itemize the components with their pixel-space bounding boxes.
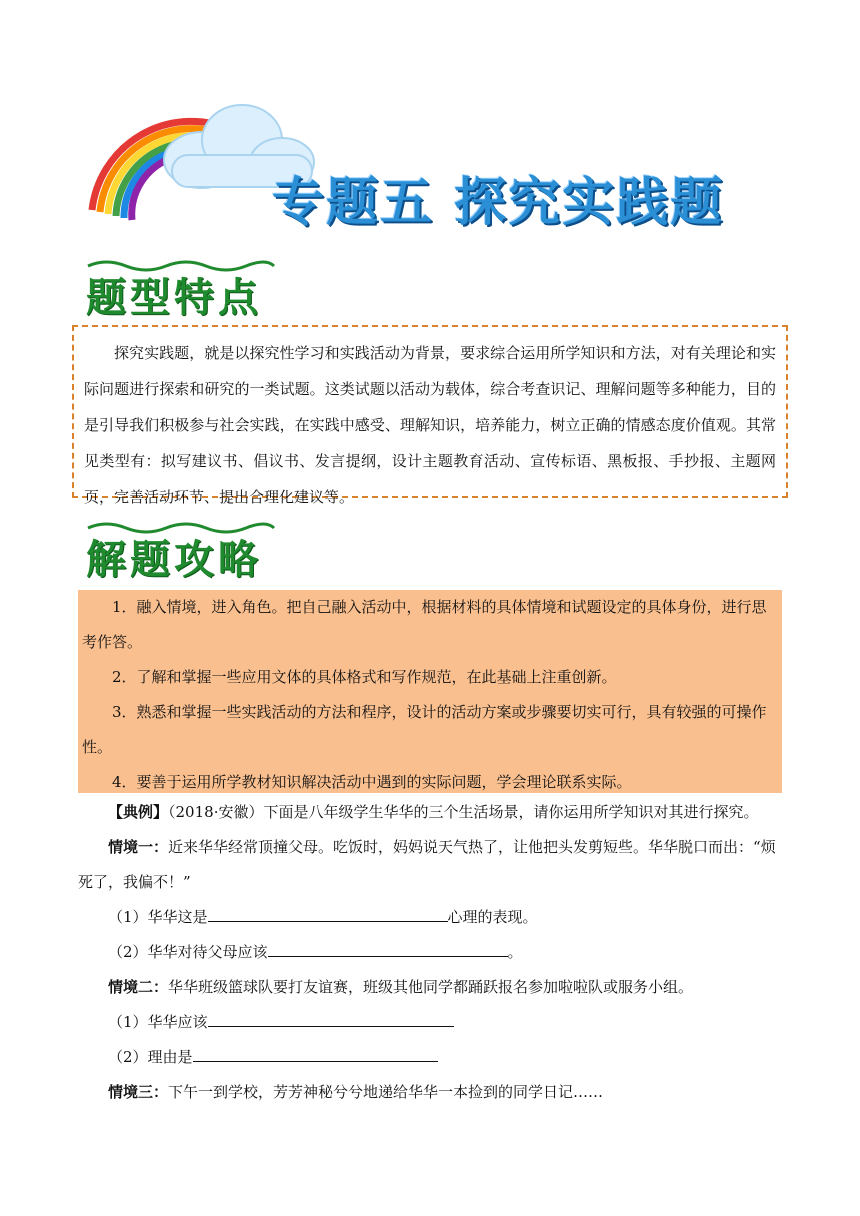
s2-q1-prefix: （1）华华应该	[108, 1013, 208, 1031]
s1-q1-prefix: （1）华华这是	[108, 908, 208, 926]
tip-item: 1．融入情境，进入角色。把自己融入活动中，根据材料的具体情境和试题设定的具体身份，进行思考作答。	[82, 598, 767, 651]
features-title: 题型特点	[86, 274, 262, 321]
scenario-1-text: 近来华华经常顶撞父母。吃饭时，妈妈说天气热了，让他把头发剪短些。华华脱口而出：“烦死了，我偏不！”	[78, 838, 776, 891]
s1-q2-prefix: （2）华华对待父母应该	[108, 943, 268, 961]
features-heading	[86, 258, 276, 320]
tip-item: 3．熟悉和掌握一些实践活动的方法和程序，设计的活动方案或步骤要切实可行，具有较强的可操作性。	[82, 703, 767, 756]
example-tag: 【典例】	[108, 803, 169, 821]
scenario-2-label: 情境二：	[108, 978, 169, 996]
tip-item: 4．要善于运用所学教材知识解决活动中遇到的实际问题，学会理论联系实际。	[112, 773, 632, 791]
strategy-title: 解题攻略	[86, 536, 262, 583]
scenario-1-label: 情境一：	[108, 838, 169, 856]
scenario-2-text: 华华班级篮球队要打友谊赛，班级其他同学都踊跃报名参加啦啦队或服务小组。	[168, 978, 694, 996]
s2-q2-prefix: （2）理由是	[108, 1048, 193, 1066]
intro-paragraph: 探究实践题，就是以探究性学习和实践活动为背景，要求综合运用所学知识和方法，对有关理论和实际问题进行探索和研究的一类试题。这类试题以活动为载体，综合考查识记、理解问题等多种能力，目的是引导我们积极参与社会实践，在实践中感受、理解知识，培养能力，树立正确的情感态度价值观。其常见类型有：拟写建议书、倡议书、发言提纲，设计主题教育活动、宣传标语、黑板报、手抄报、主题网页，完善活动环节、提出合理化建议等。	[84, 344, 776, 506]
tips-box	[78, 590, 782, 793]
intro-box	[72, 325, 788, 506]
answer-blank[interactable]	[208, 905, 448, 922]
strategy-heading	[86, 520, 276, 582]
answer-blank[interactable]	[208, 1010, 454, 1027]
answer-blank[interactable]	[193, 1045, 438, 1062]
scenario-3-text: 下午一到学校，芳芳神秘兮兮地递给华华一本捡到的同学日记……	[168, 1083, 604, 1101]
scenario-3-label: 情境三：	[108, 1083, 169, 1101]
s1-q1-suffix: 心理的表现。	[447, 908, 538, 926]
tip-item: 2．了解和掌握一些应用文体的具体格式和写作规范，在此基础上注重创新。	[112, 668, 617, 686]
example-lead: （2018·安徽）下面是八年级学生华华的三个生活场景，请你运用所学知识对其进行探究。	[168, 803, 759, 821]
answer-blank[interactable]	[268, 940, 508, 957]
example-section	[78, 795, 782, 1110]
page-title: 专题五 探究实践题	[272, 173, 725, 233]
s1-q2-suffix: 。	[507, 943, 523, 961]
